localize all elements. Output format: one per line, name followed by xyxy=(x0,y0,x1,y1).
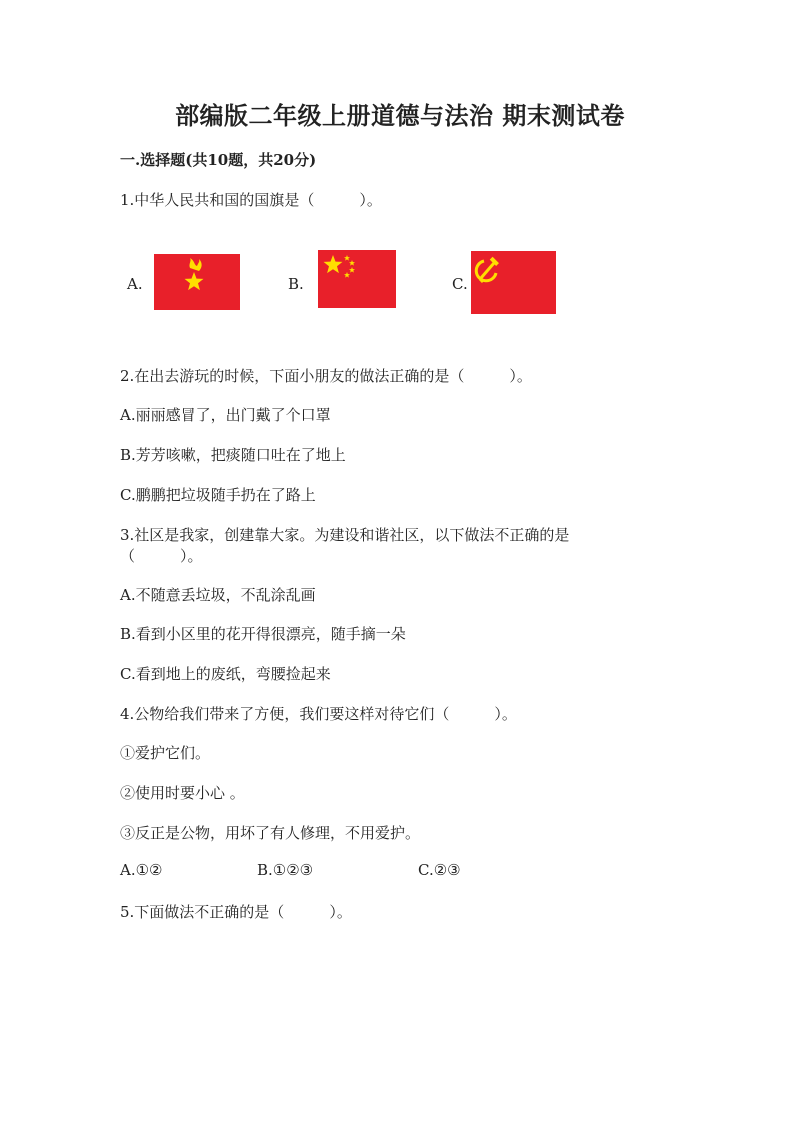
question-3-stem-line2: （ ）。 xyxy=(120,547,203,565)
q4-statement-3: ③反正是公物，用坏了有人修理，不用爱护。 xyxy=(120,824,421,842)
question-4-stem: 4.公物给我们带来了方便，我们要这样对待它们（ ）。 xyxy=(120,705,517,723)
q1-option-c-label: C. xyxy=(452,275,468,293)
q4-option-b: B.①②③ xyxy=(257,861,314,879)
q4-option-c: C.②③ xyxy=(418,861,461,879)
q3-option-a: A.不随意丢垃圾，不乱涂乱画 xyxy=(120,586,316,604)
q4-statement-2: ②使用时要小心 。 xyxy=(120,784,245,802)
q2-option-a: A.丽丽感冒了，出门戴了个口罩 xyxy=(120,406,331,424)
q2-option-c: C.鹏鹏把垃圾随手扔在了路上 xyxy=(120,486,316,504)
q2-option-b: B.芳芳咳嗽，把痰随口吐在了地上 xyxy=(120,446,346,464)
young-pioneers-flag-icon xyxy=(154,254,240,310)
question-5-stem: 5.下面做法不正确的是（ ）。 xyxy=(120,903,352,921)
communist-party-flag-icon xyxy=(471,251,556,314)
question-1-stem: 1.中华人民共和国的国旗是（ ）。 xyxy=(120,191,382,209)
section-heading: 一.选择题(共10题，共20分) xyxy=(120,151,317,169)
five-star-red-flag-icon xyxy=(318,250,396,308)
q1-option-a-label: A. xyxy=(127,275,143,293)
q4-statement-1: ①爱护它们。 xyxy=(120,744,211,762)
question-2-stem: 2.在出去游玩的时候，下面小朋友的做法正确的是（ ）。 xyxy=(120,367,532,385)
q3-option-c: C.看到地上的废纸，弯腰捡起来 xyxy=(120,665,331,683)
q1-option-b-label: B. xyxy=(288,275,304,293)
q4-option-a: A.①② xyxy=(120,861,163,879)
question-3-stem-line1: 3.社区是我家，创建靠大家。为建设和谐社区，以下做法不正确的是 xyxy=(120,526,570,544)
q3-option-b: B.看到小区里的花开得很漂亮，随手摘一朵 xyxy=(120,625,406,643)
page-title: 部编版二年级上册道德与法治 期末测试卷 xyxy=(175,101,625,130)
